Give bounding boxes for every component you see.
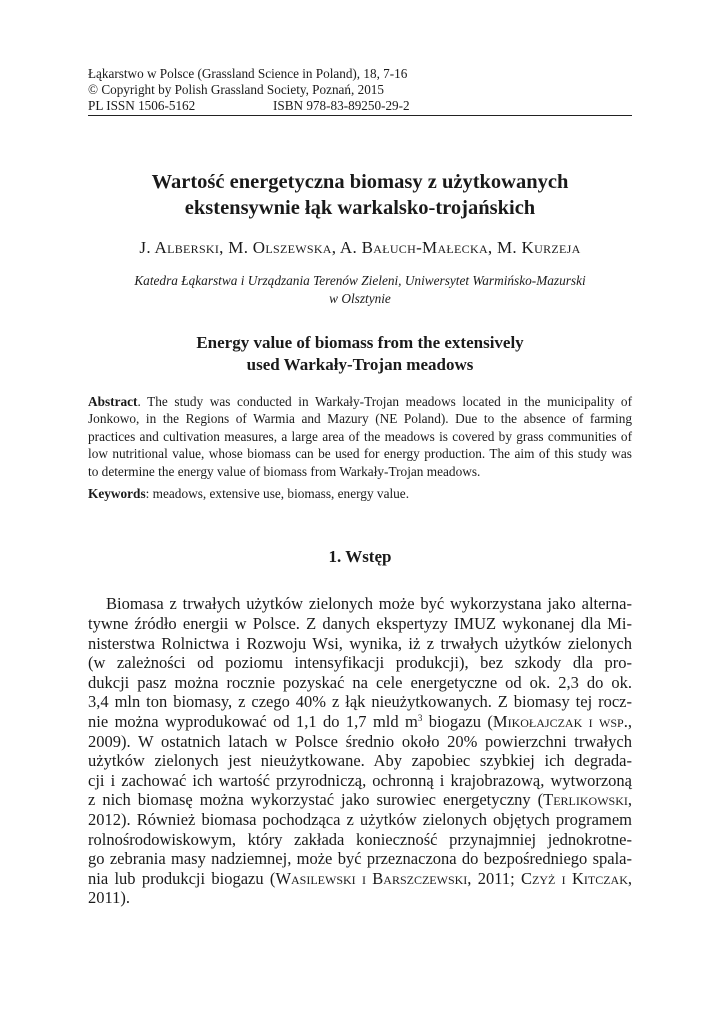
issn: PL ISSN 1506-5162 [88,98,196,113]
body-line: cji i zachować ich wartość przyrodniczą, ochronną i krajobrazową, wytworzoną [88,770,632,790]
citation: Terlikowski, [543,790,632,810]
title-english-line2: used Warkały-Trojan meadows [246,355,474,374]
body-line: nia lub produkcji biogazu (Wasilewski i Barszczewski, 2011; Czyż i Kitczak, [88,868,632,888]
body-line: z nich biomasę można wykorzystać jako surowiec energetyczny (Terlikowski, [88,790,632,810]
abstract-line: Jonkowo, in the Regions of Warmia and Mazury (NE Poland). Due to the absence of farming [88,411,632,427]
affiliation [88,272,632,308]
title-polish-line1: Wartość energetyczna biomasy z użytkowanych [151,171,569,193]
abstract-line: low nutritional value, whose biomass can be used for energy production. The aim of this study was [88,446,632,462]
body-line: użytków zielonych jest nieużytkowane. Aby zapobiec szybkiej ich degrada- [88,751,632,771]
isbn: ISBN 978-83-89250-29-2 [273,98,410,113]
citation: Mikołajczak i wsp., [492,712,632,731]
issn-isbn-row [88,98,632,114]
keywords-text: : meadows, extensive use, biomass, energy value. [145,486,410,502]
body-line: tywne źródło energii w Polsce. Z danych ekspertyzy IMUZ wykonanej dla Mi- [88,614,632,634]
abstract-label: Abstract [88,394,138,409]
title-english-line1: Energy value of biomass from the extensively [196,333,524,352]
section-heading: 1. Wstęp [328,547,392,567]
body-line: 2011). [88,888,131,908]
abstract [88,393,632,480]
abstract-line: to determine the energy value of biomass from Warkały-Trojan meadows. [88,463,481,479]
superscript: 3 [417,713,423,723]
abstract-line: practices and cultivation measures, a large area of the meadows is covered by grass communities of [88,428,632,444]
body-paragraph [88,594,632,908]
body-line: 3,4 mln ton biomasy, z czego 40% z łąk nieużytkowanych. Z biomasy tej rocz- [88,692,632,712]
body-line: 2012). Również biomasa pochodząca z użytków zielonych objętych programem [88,809,632,829]
body-line: (w zależności od poziomu intensyfikacji produkcji), bez szkody dla pro- [88,653,632,673]
title-english [88,332,632,376]
body-line: nisterstwa Rolnictwa i Rozwoju Wsi, wynika, iż z trwałych użytków zielonych [88,633,632,653]
journal-citation: Łąkarstwo w Polsce (Grassland Science in Poland), 18, 7-16 [88,66,408,81]
copyright-notice: © Copyright by Polish Grassland Society, Poznań, 2015 [88,82,384,97]
body-line: 2009). W ostatnich latach w Polsce średnio około 20% powierzchni trwałych [88,731,632,751]
body-line: Biomasa z trwałych użytków zielonych może być wykorzystana jako alterna- [106,594,632,614]
body-line: rolnośrodowiskowym, który zakłada konieczność przynajmniej jednokrotne- [88,829,632,849]
affiliation-line2: w Olsztynie [329,291,391,306]
authors: J. Alberski, M. Olszewska, A. Bałuch-Małecka, M. Kurzeja [139,238,581,257]
body-line: go zebrania masy nadziemnej, może być przeznaczona do bezpośredniego spala- [88,849,632,869]
title-polish-line2: ekstensywnie łąk warkalsko-trojańskich [184,197,536,219]
body-line: nie można wyprodukować od 1,1 do 1,7 mld $m^3$ biogazu (Mikołajczak i wsp., [88,712,632,731]
journal-header [88,66,632,116]
keywords [88,485,632,502]
affiliation-line1: Katedra Łąkarstwa i Urządzania Terenów Zieleni, Uniwersytet Warmińsko-Mazurski [134,273,586,288]
body-line: dukcji pasz można rocznie pozyskać na cele energetyczne od ok. 2,3 do ok. [88,672,632,692]
abstract-line: Abstract. The study was conducted in Warkały-Trojan meadows located in the municipality of [88,394,632,409]
citation: Wasilewski i Barszczewski [275,868,468,888]
keywords-label: Keywords [88,486,146,502]
paper-page [88,66,632,908]
title-polish [88,169,632,221]
citation: Czyż i Kitczak [521,868,628,888]
